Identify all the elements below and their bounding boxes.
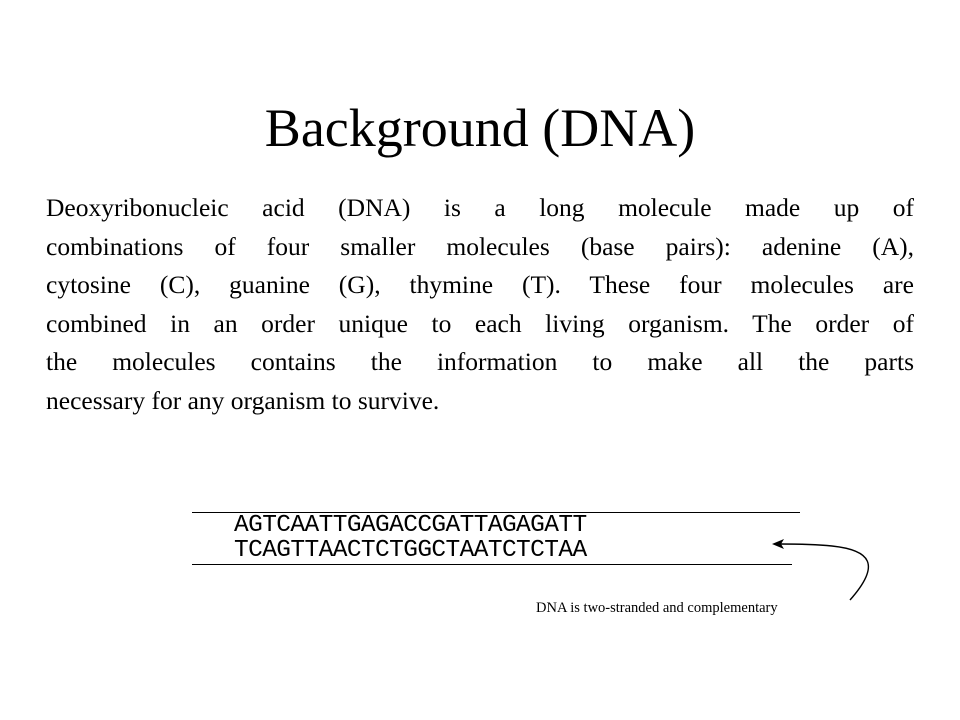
slide-title: Background (DNA) xyxy=(264,98,696,158)
body-line: cytosine (C), guanine (G), thymine (T). These four molecules are xyxy=(46,270,914,300)
dna-strand-top: AGTCAATTGAGACCGATTAGAGATT xyxy=(234,512,587,539)
body-line: the molecules contains the information to make all the parts xyxy=(46,347,914,377)
body-line: combinations of four smaller molecules (base pairs): adenine (A), xyxy=(46,231,914,261)
strand-bottom-rule xyxy=(192,564,792,565)
dna-strand-bottom: TCAGTTAACTCTGGCTAATCTCTAA xyxy=(234,537,587,564)
body-paragraph xyxy=(46,189,914,421)
body-line: Deoxyribonucleic acid (DNA) is a long molecule made up of xyxy=(46,193,914,222)
body-line: combined in an order unique to each living organism. The order of xyxy=(46,308,914,338)
dna-caption: DNA is two-stranded and complementary xyxy=(536,600,778,616)
body-line: necessary for any organism to survive. xyxy=(46,385,440,415)
curved-arrow-icon xyxy=(770,536,880,606)
